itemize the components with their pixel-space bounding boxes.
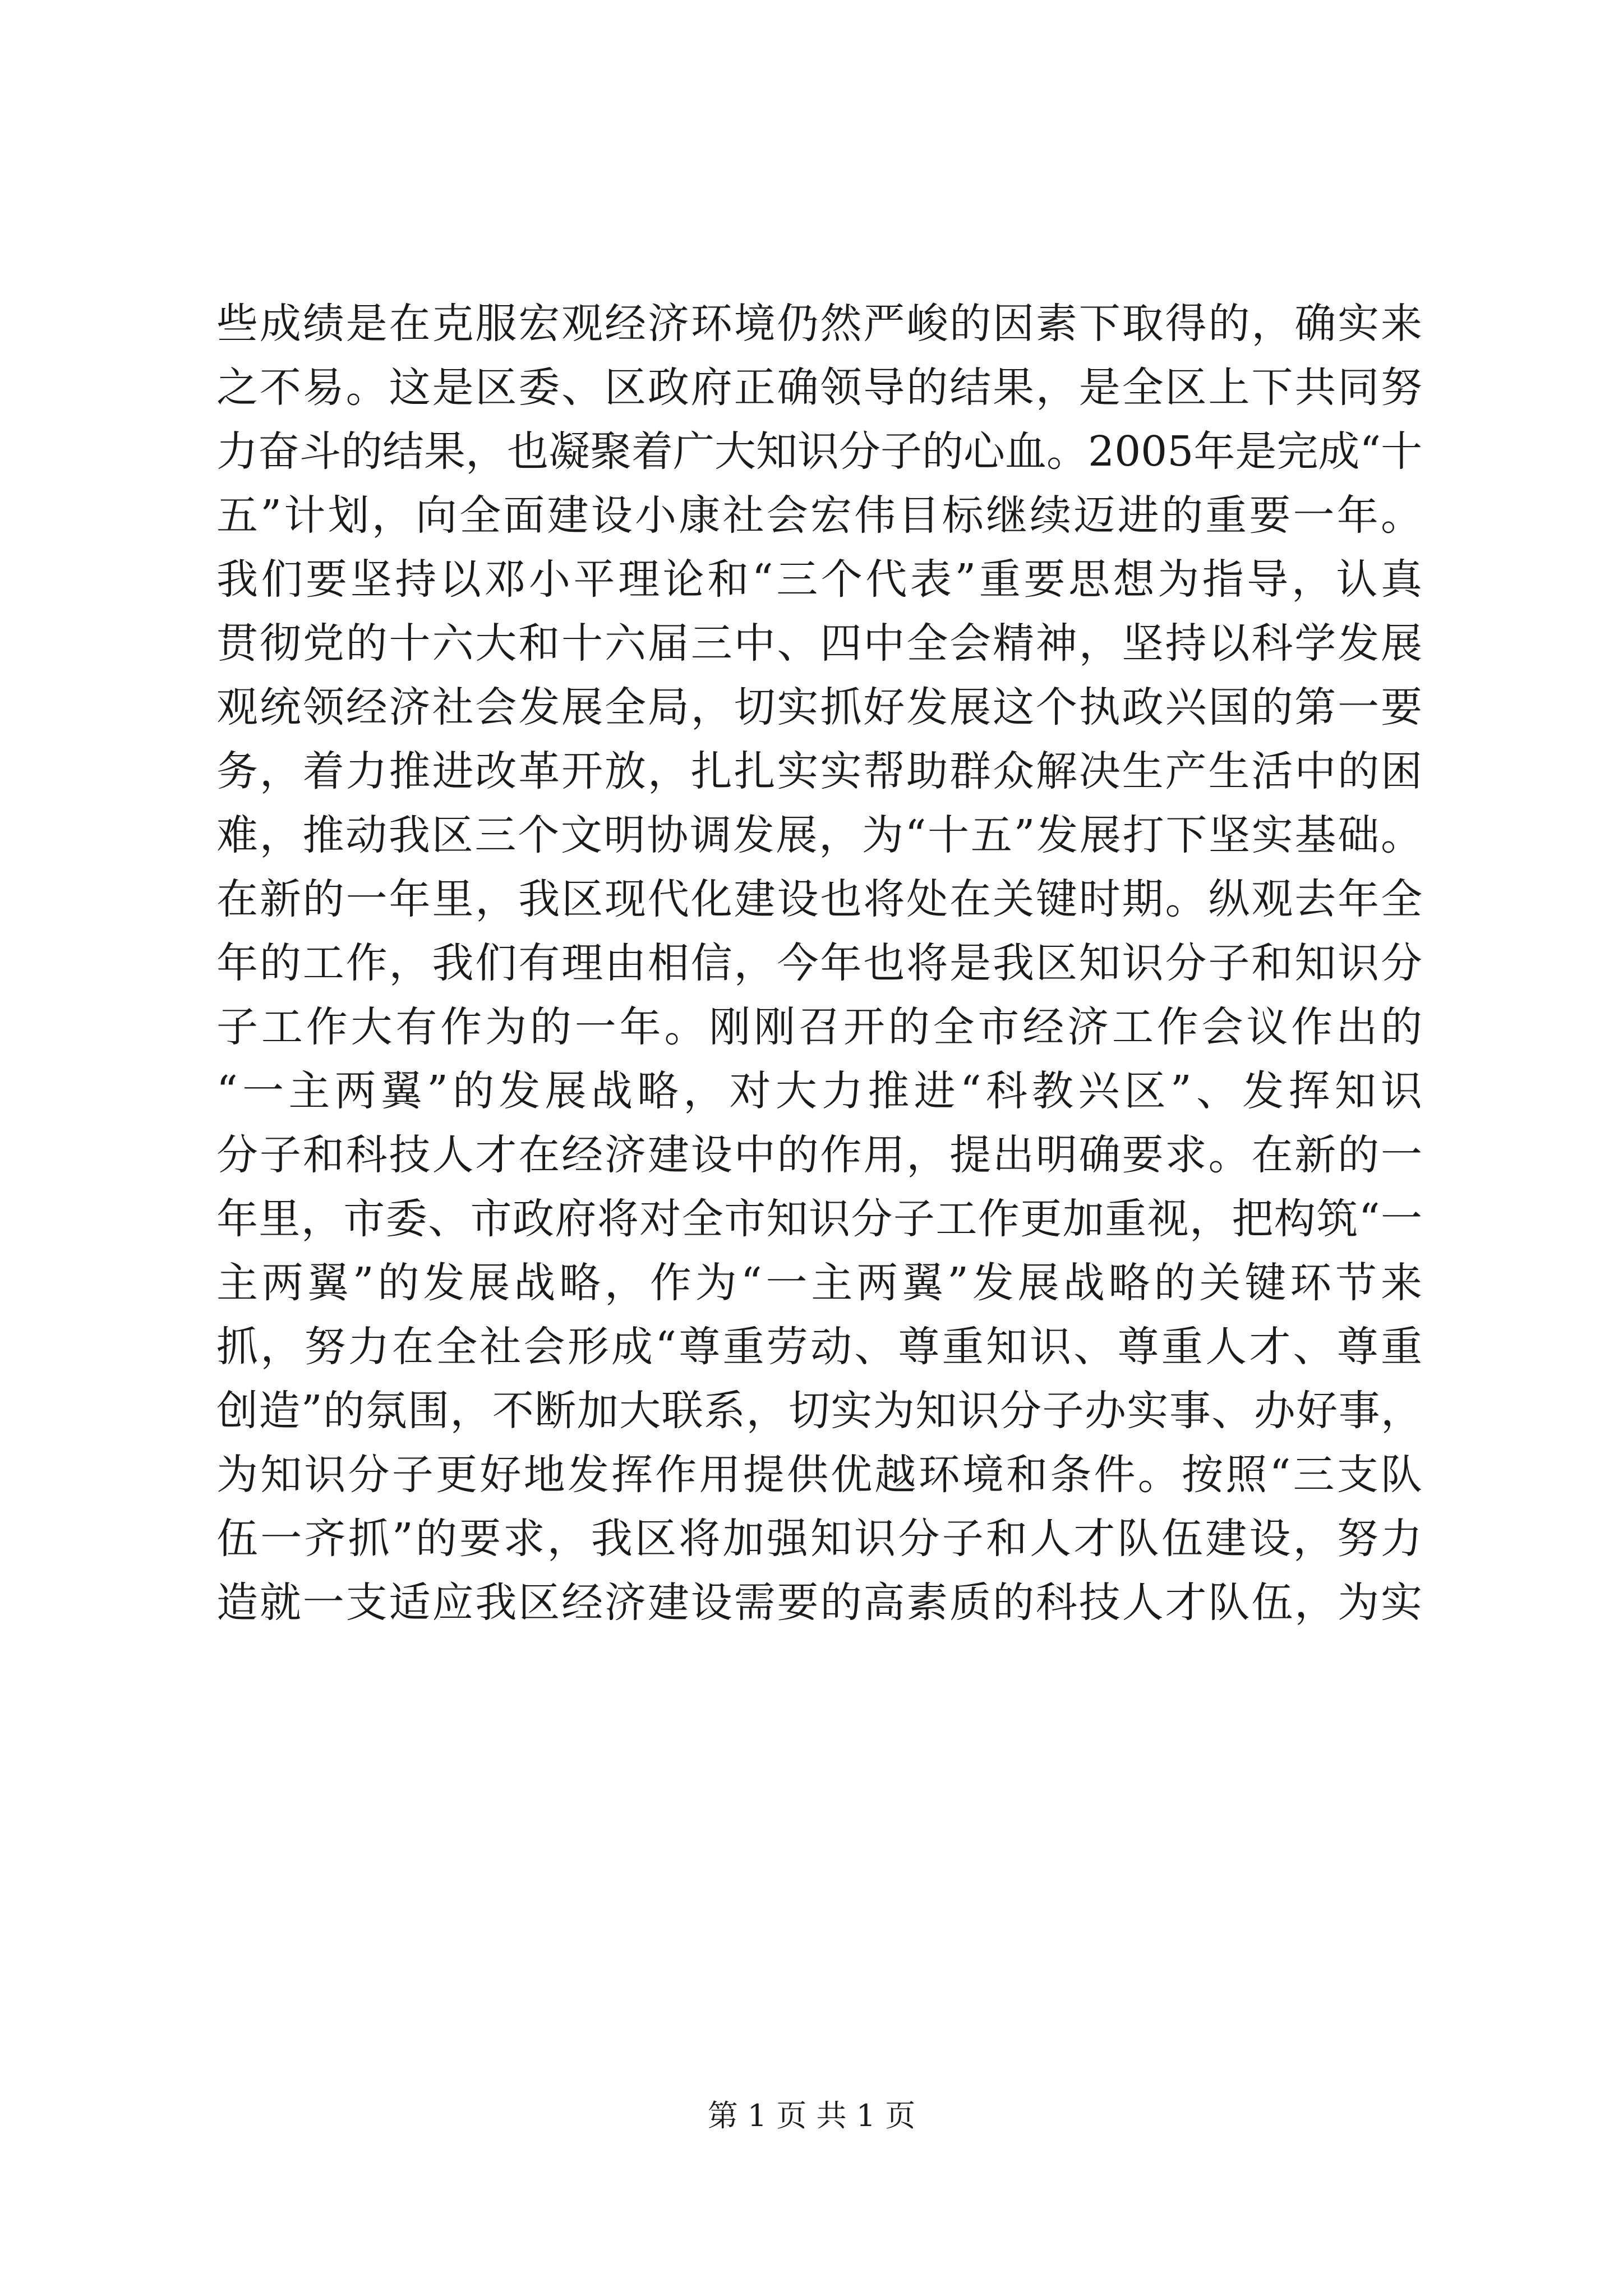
text-line-9: 难，推动我区三个文明协调发展，为“十五”发展打下坚实基础。 [216, 811, 1422, 859]
text-line-17: 抓，努力在全社会形成“尊重劳动、尊重知识、尊重人才、尊重 [216, 1323, 1422, 1371]
text-line-5: 我们要坚持以邓小平理论和“三个代表”重要思想为指导，认真 [216, 555, 1422, 604]
text-line-14: 分子和科技人才在经济建设中的作用，提出明确要求。在新的一 [216, 1131, 1422, 1179]
text-line-6: 贯彻党的十六大和十六届三中、四中全会精神，坚持以科学发展 [216, 619, 1422, 668]
text-line-4: 五”计划，向全面建设小康社会宏伟目标继续迈进的重要一年。 [216, 491, 1422, 540]
text-line-20: 伍一齐抓”的要求，我区将加强知识分子和人才队伍建设，努力 [216, 1515, 1422, 1563]
text-line-7: 观统领经济社会发展全局，切实抓好发展这个执政兴国的第一要 [216, 683, 1422, 731]
text-line-12: 子工作大有作为的一年。刚刚召开的全市经济工作会议作出的 [216, 1003, 1422, 1051]
text-line-2: 之不易。这是区委、区政府正确领导的结果，是全区上下共同努 [216, 364, 1422, 412]
text-line-15: 年里，市委、市政府将对全市知识分子工作更加重视，把构筑“一 [216, 1195, 1422, 1243]
body-text [216, 292, 1422, 1635]
page-footer [0, 2098, 1623, 2133]
text-line-13: “一主两翼”的发展战略，对大力推进“科教兴区”、发挥知识 [216, 1067, 1422, 1115]
text-line-19: 为知识分子更好地发挥作用提供优越环境和条件。按照“三支队 [216, 1451, 1422, 1499]
text-line-10: 在新的一年里，我区现代化建设也将处在关键时期。纵观去年全 [216, 875, 1422, 923]
text-line-3: 力奋斗的结果，也凝聚着广大知识分子的心血。2005年是完成“十 [216, 427, 1422, 476]
text-line-8: 务，着力推进改革开放，扎扎实实帮助群众解决生产生活中的困 [216, 747, 1422, 795]
text-line-16: 主两翼”的发展战略，作为“一主两翼”发展战略的关键环节来 [216, 1259, 1422, 1307]
text-line-1: 些成绩是在克服宏观经济环境仍然严峻的因素下取得的，确实来 [216, 300, 1422, 348]
text-line-11: 年的工作，我们有理由相信，今年也将是我区知识分子和知识分 [216, 939, 1422, 987]
text-line-21: 造就一支适应我区经济建设需要的高素质的科技人才队伍，为实 [216, 1579, 1422, 1627]
page-number: 第 1 页 共 1 页 [707, 2098, 916, 2133]
text-line-18: 创造”的氛围，不断加大联系，切实为知识分子办实事、办好事， [216, 1387, 1422, 1435]
